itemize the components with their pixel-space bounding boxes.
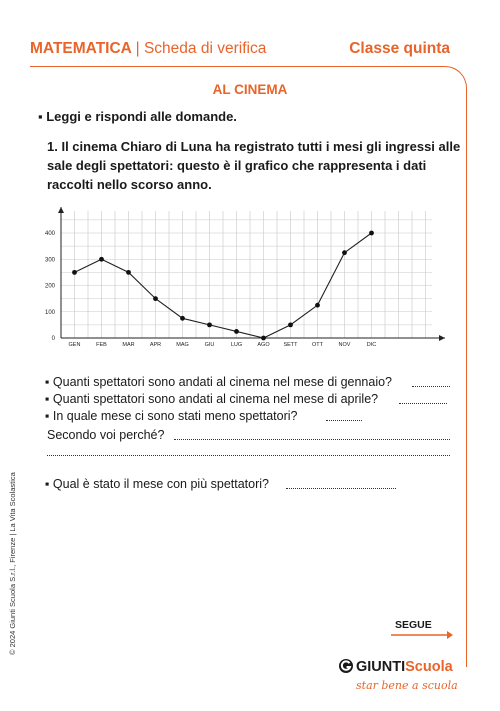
data-point — [207, 322, 212, 327]
question-least-month: ▪ In quale mese ci sono stati meno spettatori? — [45, 409, 298, 423]
question-most-month: ▪ Qual è stato il mese con più spettatori? — [45, 477, 269, 491]
answer-line-why-1[interactable] — [174, 439, 450, 440]
data-point — [180, 316, 185, 321]
x-tick-label: AGO — [257, 342, 270, 348]
x-tick-label: NOV — [338, 342, 351, 348]
answer-line-most-month[interactable] — [286, 488, 396, 489]
chart-axes — [58, 207, 445, 341]
y-tick-label: 200 — [44, 283, 55, 290]
y-tick-labels — [45, 231, 56, 342]
giunti-logo-icon — [338, 658, 354, 674]
y-tick-label: 300 — [44, 257, 55, 264]
instruction: ▪ Leggi e rispondi alle domande. — [38, 109, 237, 124]
data-point — [342, 250, 347, 255]
segue-label: SEGUE — [395, 619, 432, 631]
y-tick-label: 0 — [51, 336, 55, 342]
header-separator: | — [135, 40, 140, 57]
y-tick-label: 100 — [44, 309, 55, 316]
question-january: ▪ Quanti spettatori sono andati al cinema nel mese di gennaio? — [45, 375, 393, 389]
header-subtitle: Scheda di verifica — [143, 40, 267, 57]
x-tick-label: LUG — [230, 342, 243, 348]
data-point — [234, 329, 239, 334]
chart-grid — [61, 211, 432, 338]
attendance-line-chart — [30, 195, 450, 355]
x-tick-label: SETT — [283, 342, 298, 348]
x-axis-arrow — [439, 335, 445, 341]
question-1-text: 1. Il cinema Chiaro di Luna ha registrato tutti i mesi gli ingressi alle sale degli spettatori: questo è il grafico che rappresenta i dati raccolti nello scorso anno. — [47, 139, 461, 192]
page-title: AL CINEMA — [212, 82, 288, 97]
x-tick-label: OTT — [312, 342, 323, 348]
brand-main: GIUNTI — [356, 659, 406, 675]
subject-label: MATEMATICA — [30, 40, 132, 57]
data-point — [261, 336, 266, 341]
y-tick-label: 400 — [44, 231, 55, 237]
data-point — [153, 296, 158, 301]
x-tick-labels — [69, 342, 377, 348]
question-why: Secondo voi perché? — [47, 428, 165, 442]
question-april: ▪ Quanti spettatori sono andati al cinema nel mese di aprile? — [45, 392, 379, 406]
x-tick-label: MAR — [122, 342, 135, 348]
answer-line-april[interactable] — [399, 403, 447, 404]
data-point — [126, 270, 131, 275]
data-point — [288, 322, 293, 327]
header-subject — [30, 40, 266, 58]
brand-accent: Scuola — [405, 659, 453, 675]
answer-line-why-2[interactable] — [47, 455, 450, 456]
answer-line-january[interactable] — [412, 386, 450, 387]
answer-line-least-month[interactable] — [326, 420, 362, 421]
brand-tagline: star bene a scuola — [356, 679, 458, 692]
x-tick-label: APR — [149, 342, 162, 348]
data-point — [315, 303, 320, 308]
x-tick-label: FEB — [96, 342, 107, 348]
x-tick-label: GEN — [68, 342, 81, 348]
brand-logo — [356, 659, 453, 675]
data-point — [99, 257, 104, 262]
data-point — [72, 270, 77, 275]
copyright-note: © 2024 Giunti Scuola S.r.l., Firenze | La Vita Scolastica — [8, 472, 17, 655]
y-axis-arrow — [58, 207, 64, 213]
arrow-right-icon — [391, 631, 453, 639]
x-tick-label: MAG — [176, 342, 189, 348]
x-tick-label: DIC — [366, 342, 377, 348]
class-label: Classe quinta — [349, 40, 450, 57]
data-point — [369, 231, 374, 236]
x-tick-label: GIU — [204, 342, 215, 348]
